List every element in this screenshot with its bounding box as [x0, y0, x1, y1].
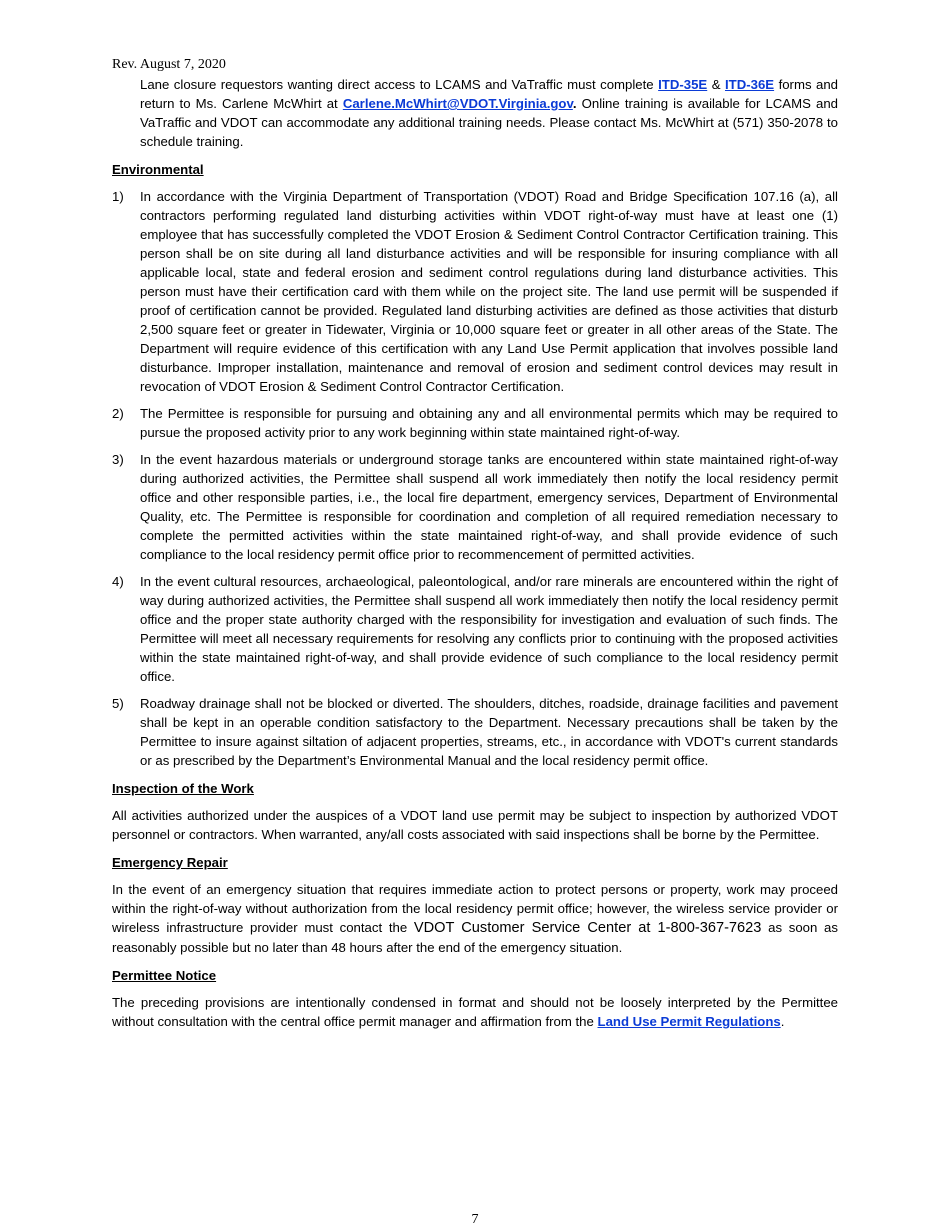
permittee-notice-heading: Permittee Notice: [112, 968, 217, 983]
list-item-text: In accordance with the Virginia Department of Transportation (VDOT) Road and Bridge Specification 107.16 (a), all contractors performing regulated land disturbing activities within VDOT right-of-way must have at least one (1) employee that has successfully completed the VDOT Erosion & Sediment Control Contractor Certification training. This person shall be on site during all land disturbance activities and will be responsible for insuring compliance with all applicable local, state and federal erosion and sediment control regulations during land disturbance activities. This person must have their certification card with them while on the project site. The land use permit will be suspended if proof of certification cannot be provided. Regulated land disturbing activities are defined as those activities that disturb 2,500 square feet or greater in Tidewater, Virginia or 10,000 square feet or greater in all other areas of the State. The Department will require evidence of this certification with any Land Use Permit application that involves possible land disturbance. Improper installation, maintenance and removal of erosion and sediment control devices may result in revocation of VDOT Erosion & Sediment Control Contractor Certification.: [140, 189, 838, 394]
itd-36e-link[interactable]: ITD-36E: [724, 77, 775, 92]
email-link[interactable]: Carlene.McWhirt@VDOT.Virginia.gov: [342, 96, 573, 111]
list-item-number: 2): [112, 406, 124, 421]
permittee-notice-paragraph: [112, 993, 838, 1031]
lane-closure-paragraph: [140, 75, 838, 151]
intro-period: .: [572, 96, 577, 111]
notice-text-2: .: [780, 1014, 785, 1029]
list-item: [112, 404, 838, 442]
emergency-heading: Emergency Repair: [112, 855, 228, 870]
list-item-text: In the event cultural resources, archaeological, paleontological, and/or rare minerals are encountered within the right of way during authorized activities, the Permittee shall suspend all work immediately then notify the local residency permit office and the proper state authority charged with the responsibility for investigation and evaluation of such finds. The Permittee will meet all necessary requirements for resolving any conflicts prior to continuing with the proposed activities within the state maintained right-of-way, and shall provide evidence of such compliance to the local residency permit office.: [140, 574, 838, 684]
list-item: [112, 694, 838, 770]
emergency-paragraph: [112, 880, 838, 957]
list-item-number: 1): [112, 189, 124, 204]
intro-text-3: Online training is available for LCAMS and VaTraffic and VDOT can accommodate any additional training needs. Please contact Ms. McWhirt at (571) 350-2078 to schedule training.: [140, 96, 838, 149]
list-item-text: Roadway drainage shall not be blocked or diverted. The shoulders, ditches, roadside, drainage facilities and pavement shall be kept in an operable condition satisfactory to the Department. Necessary precautions shall be taken by the Permittee to insure against siltation of adjacent properties, streams, etc., in accordance with VDOT's current standards or as prescribed by the Department’s Environmental Manual and the local residency permit office.: [140, 696, 838, 768]
list-item: [112, 572, 838, 686]
intro-ampersand: &: [707, 77, 725, 92]
list-item-text: In the event hazardous materials or underground storage tanks are encountered within state maintained right-of-way during authorized activities, the Permittee shall suspend all work immediately then notify the local residency permit office and other responsible parties, i.e., the local fire department, emergency services, Department of Environmental Quality, etc. The Permittee is responsible for coordination and completion of all required remediation necessary to complete the permitted activities within the state maintained right-of-way, and shall provide evidence of such compliance to the local residency permit office prior to recommencement of permitted activities.: [140, 452, 838, 562]
list-item: [112, 187, 838, 396]
page-number: 7: [471, 1212, 479, 1227]
list-item-text: The Permittee is responsible for pursuing and obtaining any and all environmental permits which may be required to pursue the proposed activity prior to any work beginning within state maintained right-of-way.: [140, 406, 838, 440]
inspection-paragraph: All activities authorized under the auspices of a VDOT land use permit may be subject to inspection by authorized VDOT personnel or contractors. When warranted, any/all costs associated with said inspections shall be borne by the Permittee.: [112, 808, 838, 842]
environmental-list: [112, 187, 838, 770]
emergency-text-2: as soon as reasonably possible but no later than 48 hours after the end of the emergency situation.: [112, 920, 838, 955]
document-body: [112, 75, 838, 1031]
notice-text-1: The preceding provisions are intentionally condensed in format and should not be loosely interpreted by the Permittee without consultation with the central office permit manager and affirmation from the: [112, 995, 838, 1029]
list-item-number: 5): [112, 696, 124, 711]
emergency-text-1: In the event of an emergency situation that requires immediate action to protect persons or property, work may proceed within the right-of-way without authorization from the local residency permit office; however, the wireless service provider or wireless infrastructure provider must contact the: [112, 882, 838, 935]
intro-text-1: Lane closure requestors wanting direct access to LCAMS and VaTraffic must complete: [140, 77, 659, 92]
land-use-permit-regulations-link[interactable]: Land Use Permit Regulations: [597, 1014, 781, 1029]
list-item-number: 3): [112, 452, 124, 467]
revision-date: Rev. August 7, 2020: [112, 57, 226, 72]
intro-text-2: forms and return to Ms. Carlene McWhirt at: [140, 77, 839, 111]
list-item: [112, 450, 838, 564]
inspection-heading: Inspection of the Work: [112, 781, 254, 796]
list-item-number: 4): [112, 574, 124, 589]
environmental-heading: Environmental: [112, 162, 204, 177]
customer-service-text: VDOT Customer Service Center at 1-800-367-7623: [413, 920, 762, 936]
itd-35e-link[interactable]: ITD-35E: [658, 77, 708, 92]
